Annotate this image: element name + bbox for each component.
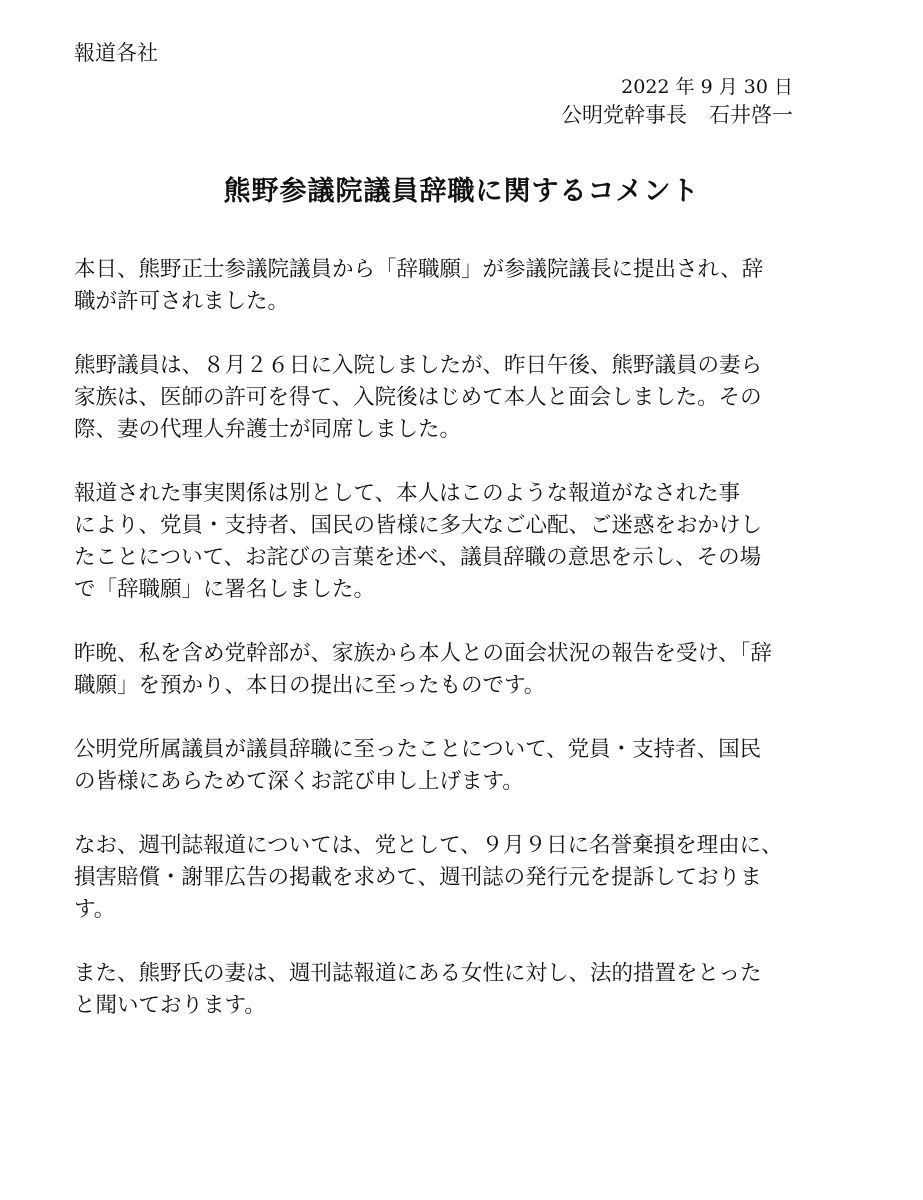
- paragraph-line: す。: [74, 897, 116, 922]
- author-title: 公明党幹事長: [561, 103, 687, 127]
- paragraph-line: 本日、熊野正士参議院議員から「辞職願」が参議院議長に提出され、辞: [74, 257, 764, 282]
- addressee: 報道各社: [74, 41, 158, 65]
- paragraph-line: 家族は、医師の許可を得て、入院後はじめて本人と面会しました。その: [74, 385, 762, 410]
- paragraph-line: 報道された事実関係は別として、本人はこのような報道がなされた事: [74, 481, 741, 506]
- author-line: [561, 100, 793, 130]
- document-body: [74, 254, 844, 1054]
- paragraph-line: 職が許可されました。: [74, 289, 290, 314]
- paragraph-line: なお、週刊誌報道については、党として、９月９日に名誉棄損を理由に、: [74, 833, 783, 858]
- paragraph: [74, 478, 844, 606]
- paragraph: [74, 350, 844, 446]
- paragraph: [74, 734, 844, 798]
- paragraph-line: と聞いております。: [74, 993, 266, 1018]
- paragraph-line: また、熊野氏の妻は、週刊誌報道にある女性に対し、法的措置をとった: [74, 961, 762, 986]
- paragraph-line: で「辞職願」に署名しました。: [74, 577, 376, 602]
- paragraph: [74, 958, 844, 1022]
- paragraph: [74, 638, 844, 702]
- paragraph-line: 職願」を預かり、本日の提出に至ったものです。: [74, 673, 546, 698]
- paragraph-line: 熊野議員は、８月２６日に入院しましたが、昨日午後、熊野議員の妻ら: [74, 353, 763, 378]
- document-title: 熊野参議院議員辞職に関するコメント: [223, 176, 700, 207]
- author-name: 石井啓一: [709, 103, 793, 127]
- paragraph-line: 公明党所属議員が議員辞職に至ったことについて、党員・支持者、国民: [74, 737, 762, 762]
- paragraph: [74, 830, 844, 926]
- paragraph-line: 際、妻の代理人弁護士が同席しました。: [74, 417, 462, 442]
- document-date: 2022 年 9 月 30 日: [621, 76, 793, 98]
- paragraph-line: たことについて、お詫びの言葉を述べ、議員辞職の意思を示し、その場: [74, 545, 762, 570]
- paragraph-line: の皆様にあらためて深くお詫び申し上げます。: [74, 769, 524, 794]
- paragraph-line: により、党員・支持者、国民の皆様に多大なご心配、ご迷惑をおかけし: [74, 513, 763, 538]
- paragraph: [74, 254, 844, 318]
- paragraph-line: 昨晩、私を含め党幹部が、家族から本人との面会状況の報告を受け、「辞: [74, 641, 772, 666]
- paragraph-line: 損害賠償・謝罪広告の掲載を求めて、週刊誌の発行元を提訴しておりま: [74, 865, 762, 890]
